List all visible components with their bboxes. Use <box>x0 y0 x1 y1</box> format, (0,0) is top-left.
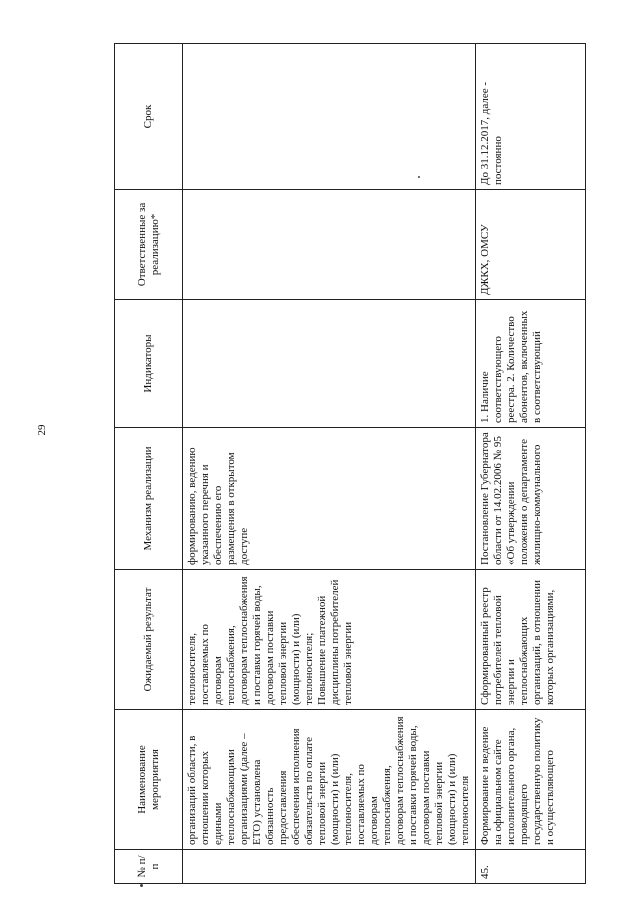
table-row <box>183 44 476 884</box>
cell-responsible <box>183 190 476 300</box>
page-number: 29 <box>36 424 48 436</box>
cell-result: Сформированный реестр потребителей тепловой энергии и теплоснабжающих организаций, в отношении которых организациями, <box>476 570 586 710</box>
cell-deadline <box>183 44 476 190</box>
header-responsible: Ответственные за реализацию* <box>115 190 183 300</box>
scan-speck <box>140 884 143 887</box>
cell-mechanism: Постановление Губернатора области от 14.02.2006 № 95 «Об утверждении положения о департаменте жилищно-коммунального <box>476 428 586 570</box>
scan-speck <box>418 176 420 178</box>
table-row <box>476 44 586 884</box>
measures-table <box>114 43 586 884</box>
header-name: Наименование мероприятия <box>115 710 183 850</box>
cell-name: организаций области, в отношении которых едиными теплоснабжающими организациями (далее – ЕТО) установлена обязанность предоставления обеспечения исполнения обязательств по оплате тепловой энергии (мощности) и (или) теплоносителя, поставляемых по договорам теплоснабжения, договорам теплоснабжения и поставки горячей воды, договорам поставки тепловой энергии (мощности) и (или) теплоносителя <box>183 710 476 850</box>
cell-indicators: 1. Наличие соответствующего реестра. 2. Количество абонентов, включенных в соответствующий <box>476 300 586 428</box>
cell-num: 45. <box>476 850 586 884</box>
table-header-row <box>115 44 183 884</box>
cell-result: теплоносителя, поставляемых по договорам теплоснабжения, договорам теплоснабжения и поставки горячей воды, договорам поставки тепловой энергии (мощности) и (или) теплоносителя; Повышение платежной дисциплины потребителей тепловой энергии <box>183 570 476 710</box>
cell-num <box>183 850 476 884</box>
header-indicators: Индикаторы <box>115 300 183 428</box>
header-num: № п/п <box>115 850 183 884</box>
cell-deadline: До 31.12.2017, далее - постоянно <box>476 44 586 190</box>
cell-mechanism: формированию, ведению указанного перечня и обеспечению его размещения в открытом доступе <box>183 428 476 570</box>
header-deadline: Срок <box>115 44 183 190</box>
document-table-rotated <box>114 44 556 884</box>
cell-responsible: ДЖКХ, ОМСУ <box>476 190 586 300</box>
header-result: Ожидаемый результат <box>115 570 183 710</box>
cell-indicators <box>183 300 476 428</box>
cell-name: Формирование и ведение на официальном сайте исполнительного органа, проводящего государственную политику и осуществляющего <box>476 710 586 850</box>
header-mechanism: Механизм реализации <box>115 428 183 570</box>
